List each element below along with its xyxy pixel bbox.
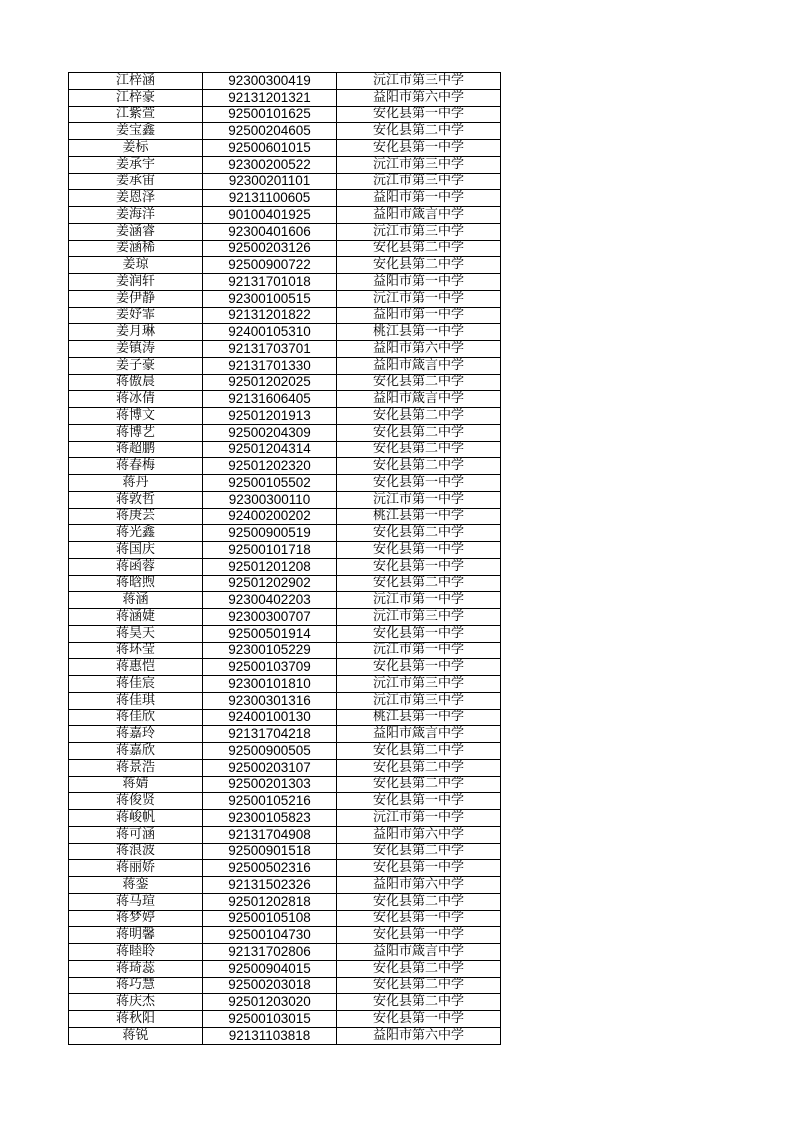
school-name-cell: 沅江市第三中学 (337, 676, 501, 693)
school-name-cell: 安化县第二中学 (337, 441, 501, 458)
student-id-cell: 92400100130 (203, 709, 337, 726)
student-name-cell: 姜月琳 (69, 324, 203, 341)
school-name-cell: 益阳市箴言中学 (337, 726, 501, 743)
student-name-cell: 姜承宇 (69, 156, 203, 173)
school-name-cell: 安化县第一中学 (337, 625, 501, 642)
table-row (69, 207, 501, 224)
table-row (69, 307, 501, 324)
school-name-cell: 安化县第一中学 (337, 558, 501, 575)
school-name-cell: 安化县第二中学 (337, 960, 501, 977)
student-name-cell: 蒋峻帆 (69, 810, 203, 827)
table-row (69, 391, 501, 408)
student-id-cell: 92500201303 (203, 776, 337, 793)
school-name-cell: 安化县第二中学 (337, 424, 501, 441)
student-id-cell: 92501202025 (203, 374, 337, 391)
school-name-cell: 安化县第一中学 (337, 106, 501, 123)
school-name-cell: 安化县第二中学 (337, 458, 501, 475)
student-name-cell: 姜子豪 (69, 357, 203, 374)
student-id-cell: 92500105216 (203, 793, 337, 810)
student-name-cell: 蒋国庆 (69, 542, 203, 559)
student-id-cell: 92500101625 (203, 106, 337, 123)
school-name-cell: 沅江市第三中学 (337, 73, 501, 90)
student-name-cell: 蒋惠恺 (69, 659, 203, 676)
student-id-cell: 92500904015 (203, 960, 337, 977)
table-row (69, 977, 501, 994)
student-id-cell: 92501203020 (203, 994, 337, 1011)
student-name-cell: 蒋銮 (69, 877, 203, 894)
school-name-cell: 益阳市第一中学 (337, 190, 501, 207)
student-name-cell: 蒋敦哲 (69, 491, 203, 508)
student-id-cell: 92300201101 (203, 173, 337, 190)
school-name-cell: 安化县第一中学 (337, 793, 501, 810)
table-row (69, 73, 501, 90)
table-row (69, 156, 501, 173)
school-name-cell: 安化县第二中学 (337, 759, 501, 776)
table-row (69, 944, 501, 961)
table-row (69, 123, 501, 140)
student-id-cell: 92131606405 (203, 391, 337, 408)
table-row (69, 324, 501, 341)
student-name-cell: 蒋博艺 (69, 424, 203, 441)
table-row (69, 860, 501, 877)
student-table-body (69, 73, 501, 1045)
school-name-cell: 安化县第一中学 (337, 910, 501, 927)
student-name-cell: 蒋丹 (69, 475, 203, 492)
student-name-cell: 蒋丽娇 (69, 860, 203, 877)
student-name-cell: 蒋明馨 (69, 927, 203, 944)
student-name-cell: 姜承宙 (69, 173, 203, 190)
student-id-cell: 92500103709 (203, 659, 337, 676)
table-row (69, 659, 501, 676)
student-id-cell: 92501202902 (203, 575, 337, 592)
student-id-cell: 92500900505 (203, 743, 337, 760)
school-name-cell: 沅江市第三中学 (337, 609, 501, 626)
table-row (69, 441, 501, 458)
table-row (69, 793, 501, 810)
table-row (69, 89, 501, 106)
student-name-cell: 蒋环莹 (69, 642, 203, 659)
student-name-cell: 蒋嘉欣 (69, 743, 203, 760)
student-id-cell: 90100401925 (203, 207, 337, 224)
school-name-cell: 安化县第一中学 (337, 927, 501, 944)
student-name-cell: 姜伊静 (69, 290, 203, 307)
school-name-cell: 安化县第二中学 (337, 123, 501, 140)
school-name-cell: 沅江市第一中学 (337, 592, 501, 609)
student-id-cell: 92300100515 (203, 290, 337, 307)
school-name-cell: 安化县第二中学 (337, 893, 501, 910)
student-name-cell: 蒋梦婷 (69, 910, 203, 927)
school-name-cell: 安化县第一中学 (337, 542, 501, 559)
school-name-cell: 沅江市第三中学 (337, 692, 501, 709)
table-row (69, 1027, 501, 1044)
student-id-cell: 92131701018 (203, 274, 337, 291)
school-name-cell: 安化县第二中学 (337, 843, 501, 860)
student-id-cell: 92131201822 (203, 307, 337, 324)
student-id-cell: 92300401606 (203, 223, 337, 240)
table-row (69, 692, 501, 709)
school-name-cell: 沅江市第一中学 (337, 290, 501, 307)
table-row (69, 140, 501, 157)
table-row (69, 726, 501, 743)
student-id-cell: 92500203126 (203, 240, 337, 257)
table-row (69, 290, 501, 307)
student-name-cell: 蒋超鹏 (69, 441, 203, 458)
student-id-cell: 92300200522 (203, 156, 337, 173)
table-row (69, 491, 501, 508)
table-row (69, 525, 501, 542)
student-id-cell: 92131103818 (203, 1027, 337, 1044)
school-name-cell: 沅江市第三中学 (337, 173, 501, 190)
school-name-cell: 益阳市第六中学 (337, 877, 501, 894)
student-id-cell: 92131704218 (203, 726, 337, 743)
student-name-cell: 蒋博文 (69, 408, 203, 425)
student-name-cell: 江紫萱 (69, 106, 203, 123)
table-row (69, 759, 501, 776)
school-name-cell: 安化县第一中学 (337, 1011, 501, 1028)
table-row (69, 743, 501, 760)
student-id-cell: 92131502326 (203, 877, 337, 894)
student-name-cell: 蒋函蓉 (69, 558, 203, 575)
table-row (69, 709, 501, 726)
student-id-cell: 92501204314 (203, 441, 337, 458)
student-name-cell: 蒋锐 (69, 1027, 203, 1044)
table-row (69, 810, 501, 827)
student-id-cell: 92131702806 (203, 944, 337, 961)
table-row (69, 240, 501, 257)
student-name-cell: 蒋涵婕 (69, 609, 203, 626)
school-name-cell: 沅江市第三中学 (337, 223, 501, 240)
table-row (69, 776, 501, 793)
student-id-cell: 92300300419 (203, 73, 337, 90)
table-row (69, 106, 501, 123)
student-name-cell: 蒋秋阳 (69, 1011, 203, 1028)
school-name-cell: 安化县第二中学 (337, 776, 501, 793)
school-name-cell: 安化县第二中学 (337, 525, 501, 542)
student-id-cell: 92501201208 (203, 558, 337, 575)
school-name-cell: 安化县第二中学 (337, 575, 501, 592)
table-row (69, 642, 501, 659)
table-row (69, 1011, 501, 1028)
school-name-cell: 益阳市箴言中学 (337, 207, 501, 224)
table-row (69, 223, 501, 240)
student-id-cell: 92500101718 (203, 542, 337, 559)
student-name-cell: 蒋婧 (69, 776, 203, 793)
table-row (69, 676, 501, 693)
table-row (69, 424, 501, 441)
student-id-cell: 92131201321 (203, 89, 337, 106)
school-name-cell: 沅江市第一中学 (337, 810, 501, 827)
table-row (69, 458, 501, 475)
school-name-cell: 安化县第二中学 (337, 374, 501, 391)
table-row (69, 257, 501, 274)
table-row (69, 408, 501, 425)
student-id-cell: 92500103015 (203, 1011, 337, 1028)
student-id-cell: 92300300707 (203, 609, 337, 626)
student-name-cell: 蒋昊天 (69, 625, 203, 642)
table-row (69, 826, 501, 843)
table-row (69, 877, 501, 894)
table-row (69, 173, 501, 190)
student-name-cell: 江梓涵 (69, 73, 203, 90)
student-id-cell: 92500900722 (203, 257, 337, 274)
student-name-cell: 蒋佳宸 (69, 676, 203, 693)
student-id-cell: 92500502316 (203, 860, 337, 877)
student-id-cell: 92300301316 (203, 692, 337, 709)
student-name-cell: 姜恩泽 (69, 190, 203, 207)
student-name-cell: 蒋傲晨 (69, 374, 203, 391)
school-name-cell: 安化县第一中学 (337, 140, 501, 157)
student-id-cell: 92501201913 (203, 408, 337, 425)
student-id-cell: 92500501914 (203, 625, 337, 642)
table-row (69, 609, 501, 626)
student-id-cell: 92300105229 (203, 642, 337, 659)
school-name-cell: 益阳市箴言中学 (337, 944, 501, 961)
student-name-cell: 蒋涵 (69, 592, 203, 609)
table-row (69, 357, 501, 374)
student-id-cell: 92500104730 (203, 927, 337, 944)
student-id-cell: 92300105823 (203, 810, 337, 827)
student-name-cell: 蒋睦聆 (69, 944, 203, 961)
school-name-cell: 沅江市第一中学 (337, 642, 501, 659)
student-id-cell: 92131703701 (203, 341, 337, 358)
school-name-cell: 益阳市箴言中学 (337, 391, 501, 408)
table-row (69, 341, 501, 358)
student-name-cell: 蒋光鑫 (69, 525, 203, 542)
student-id-cell: 92500204309 (203, 424, 337, 441)
school-name-cell: 安化县第一中学 (337, 860, 501, 877)
student-name-cell: 姜涵稀 (69, 240, 203, 257)
student-id-cell: 92500900519 (203, 525, 337, 542)
student-id-cell: 92131704908 (203, 826, 337, 843)
table-row (69, 190, 501, 207)
table-row (69, 542, 501, 559)
student-name-cell: 蒋庚芸 (69, 508, 203, 525)
school-name-cell: 益阳市第六中学 (337, 341, 501, 358)
student-id-cell: 92500203107 (203, 759, 337, 776)
student-id-cell: 92500204605 (203, 123, 337, 140)
school-name-cell: 益阳市箴言中学 (337, 357, 501, 374)
student-name-cell: 蒋可涵 (69, 826, 203, 843)
table-row (69, 575, 501, 592)
table-row (69, 274, 501, 291)
student-id-cell: 92300402203 (203, 592, 337, 609)
student-name-cell: 蒋庆杰 (69, 994, 203, 1011)
student-id-cell: 92500901518 (203, 843, 337, 860)
table-row (69, 592, 501, 609)
student-id-cell: 92300101810 (203, 676, 337, 693)
student-name-cell: 蒋巧慧 (69, 977, 203, 994)
table-row (69, 893, 501, 910)
student-name-cell: 蒋佳欣 (69, 709, 203, 726)
student-id-cell: 92500105108 (203, 910, 337, 927)
school-name-cell: 安化县第二中学 (337, 240, 501, 257)
school-name-cell: 桃江县第一中学 (337, 709, 501, 726)
student-table (68, 72, 501, 1045)
school-name-cell: 益阳市第六中学 (337, 1027, 501, 1044)
student-name-cell: 蒋佳琪 (69, 692, 203, 709)
school-name-cell: 安化县第二中学 (337, 257, 501, 274)
school-name-cell: 安化县第二中学 (337, 977, 501, 994)
school-name-cell: 沅江市第一中学 (337, 491, 501, 508)
table-row (69, 374, 501, 391)
table-row (69, 960, 501, 977)
table-row (69, 475, 501, 492)
school-name-cell: 桃江县第一中学 (337, 324, 501, 341)
student-id-cell: 92500203018 (203, 977, 337, 994)
student-name-cell: 蒋马瑄 (69, 893, 203, 910)
table-row (69, 910, 501, 927)
table-row (69, 994, 501, 1011)
student-name-cell: 蒋琦蕊 (69, 960, 203, 977)
student-id-cell: 92131100605 (203, 190, 337, 207)
school-name-cell: 益阳市第一中学 (337, 307, 501, 324)
school-name-cell: 安化县第一中学 (337, 475, 501, 492)
school-name-cell: 桃江县第一中学 (337, 508, 501, 525)
student-id-cell: 92131701330 (203, 357, 337, 374)
student-name-cell: 江梓豪 (69, 89, 203, 106)
student-id-cell: 92400200202 (203, 508, 337, 525)
student-name-cell: 姜镇涛 (69, 341, 203, 358)
table-row (69, 927, 501, 944)
student-id-cell: 92501202818 (203, 893, 337, 910)
student-name-cell: 姜涵睿 (69, 223, 203, 240)
school-name-cell: 益阳市第一中学 (337, 274, 501, 291)
school-name-cell: 益阳市第六中学 (337, 89, 501, 106)
student-name-cell: 蒋冰倩 (69, 391, 203, 408)
student-id-cell: 92501202320 (203, 458, 337, 475)
table-row (69, 508, 501, 525)
student-id-cell: 92500105502 (203, 475, 337, 492)
student-name-cell: 蒋浪波 (69, 843, 203, 860)
table-row (69, 625, 501, 642)
student-id-cell: 92300300110 (203, 491, 337, 508)
student-id-cell: 92400105310 (203, 324, 337, 341)
student-name-cell: 蒋景浩 (69, 759, 203, 776)
table-row (69, 558, 501, 575)
school-name-cell: 安化县第二中学 (337, 408, 501, 425)
student-name-cell: 蒋晗煦 (69, 575, 203, 592)
school-name-cell: 沅江市第三中学 (337, 156, 501, 173)
student-name-cell: 蒋嘉玲 (69, 726, 203, 743)
school-name-cell: 益阳市第六中学 (337, 826, 501, 843)
student-name-cell: 姜标 (69, 140, 203, 157)
student-name-cell: 蒋春梅 (69, 458, 203, 475)
student-name-cell: 姜润轩 (69, 274, 203, 291)
school-name-cell: 安化县第二中学 (337, 994, 501, 1011)
student-id-cell: 92500601015 (203, 140, 337, 157)
student-name-cell: 姜琼 (69, 257, 203, 274)
school-name-cell: 安化县第一中学 (337, 659, 501, 676)
student-name-cell: 姜海洋 (69, 207, 203, 224)
student-name-cell: 姜宝鑫 (69, 123, 203, 140)
student-name-cell: 姜妤霏 (69, 307, 203, 324)
school-name-cell: 安化县第二中学 (337, 743, 501, 760)
student-name-cell: 蒋俊贤 (69, 793, 203, 810)
table-row (69, 843, 501, 860)
